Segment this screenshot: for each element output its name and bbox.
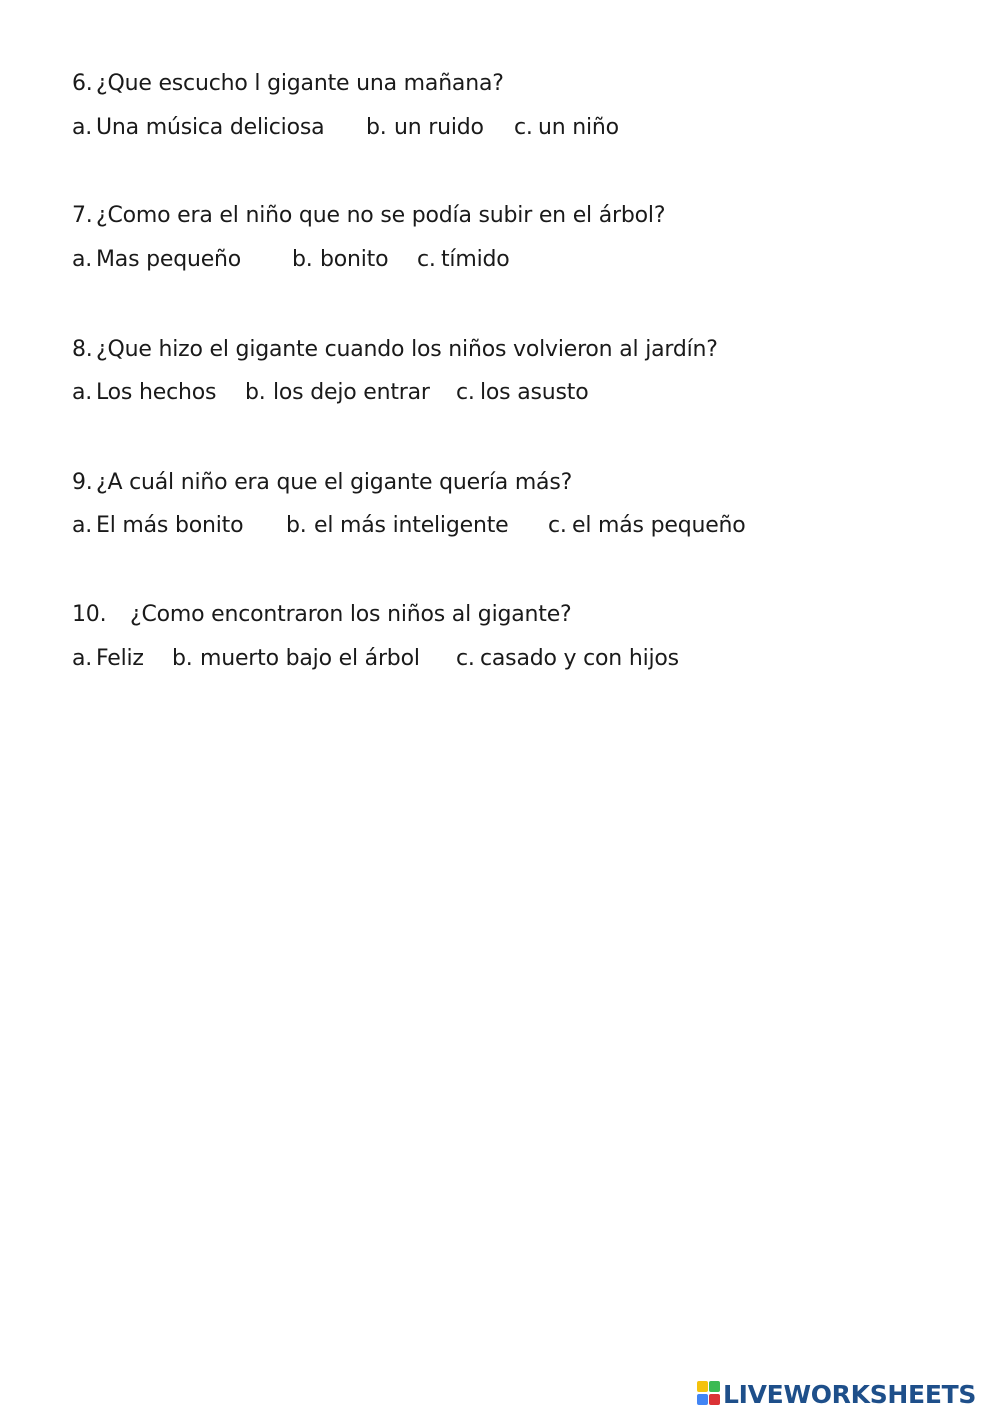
option-letter-c: c.	[548, 513, 567, 538]
option-letter-c: c.	[456, 646, 475, 671]
option-letter-a: a.	[72, 115, 93, 140]
logo-square-icon	[709, 1394, 720, 1405]
option-text-a: El más bonito	[96, 513, 244, 538]
option-text-b: bonito	[320, 247, 389, 272]
question-text: ¿Que escucho l gigante una mañana?	[96, 71, 504, 96]
option-letter-a: a.	[72, 646, 93, 671]
option-text-b: muerto bajo el árbol	[200, 646, 420, 671]
option-text-c: los asusto	[480, 380, 589, 405]
question-number: 8.	[72, 337, 93, 362]
option-text-c: un niño	[538, 115, 619, 140]
question-text: ¿Como era el niño que no se podía subir en el árbol?	[96, 203, 666, 228]
logo-square-icon	[697, 1394, 708, 1405]
option-text-b: el más inteligente	[314, 513, 509, 538]
option-letter-a: a.	[72, 247, 93, 272]
option-letter-a: a.	[72, 513, 93, 538]
option-letter-b: b.	[172, 646, 193, 671]
option-text-c: casado y con hijos	[480, 646, 679, 671]
option-text-a: Los hechos	[96, 380, 217, 405]
question-number: 10.	[72, 602, 107, 627]
option-letter-b: b.	[366, 115, 387, 140]
liveworksheets-logo[interactable]	[697, 1378, 976, 1410]
brand-name: LIVEWORKSHEETS	[723, 1379, 977, 1409]
option-text-b: los dejo entrar	[273, 380, 430, 405]
option-text-c: el más pequeño	[572, 513, 746, 538]
option-letter-c: c.	[417, 247, 436, 272]
option-text-a: Feliz	[96, 646, 144, 671]
option-text-c: tímido	[441, 247, 510, 272]
logo-square-icon	[697, 1381, 708, 1392]
option-letter-c: c.	[514, 115, 533, 140]
logo-square-icon	[709, 1381, 720, 1392]
option-letter-a: a.	[72, 380, 93, 405]
question-text: ¿Que hizo el gigante cuando los niños volvieron al jardín?	[96, 337, 718, 362]
option-letter-b: b.	[292, 247, 313, 272]
question-number: 7.	[72, 203, 93, 228]
question-number: 9.	[72, 470, 93, 495]
question-number: 6.	[72, 71, 93, 96]
logo-squares-icon	[697, 1381, 721, 1407]
question-text: ¿Como encontraron los niños al gigante?	[130, 602, 572, 627]
option-letter-c: c.	[456, 380, 475, 405]
option-text-a: Mas pequeño	[96, 247, 242, 272]
option-letter-b: b.	[245, 380, 266, 405]
option-text-b: un ruido	[394, 115, 484, 140]
question-text: ¿A cuál niño era que el gigante quería más?	[96, 470, 573, 495]
option-text-a: Una música deliciosa	[96, 115, 325, 140]
option-letter-b: b.	[286, 513, 307, 538]
